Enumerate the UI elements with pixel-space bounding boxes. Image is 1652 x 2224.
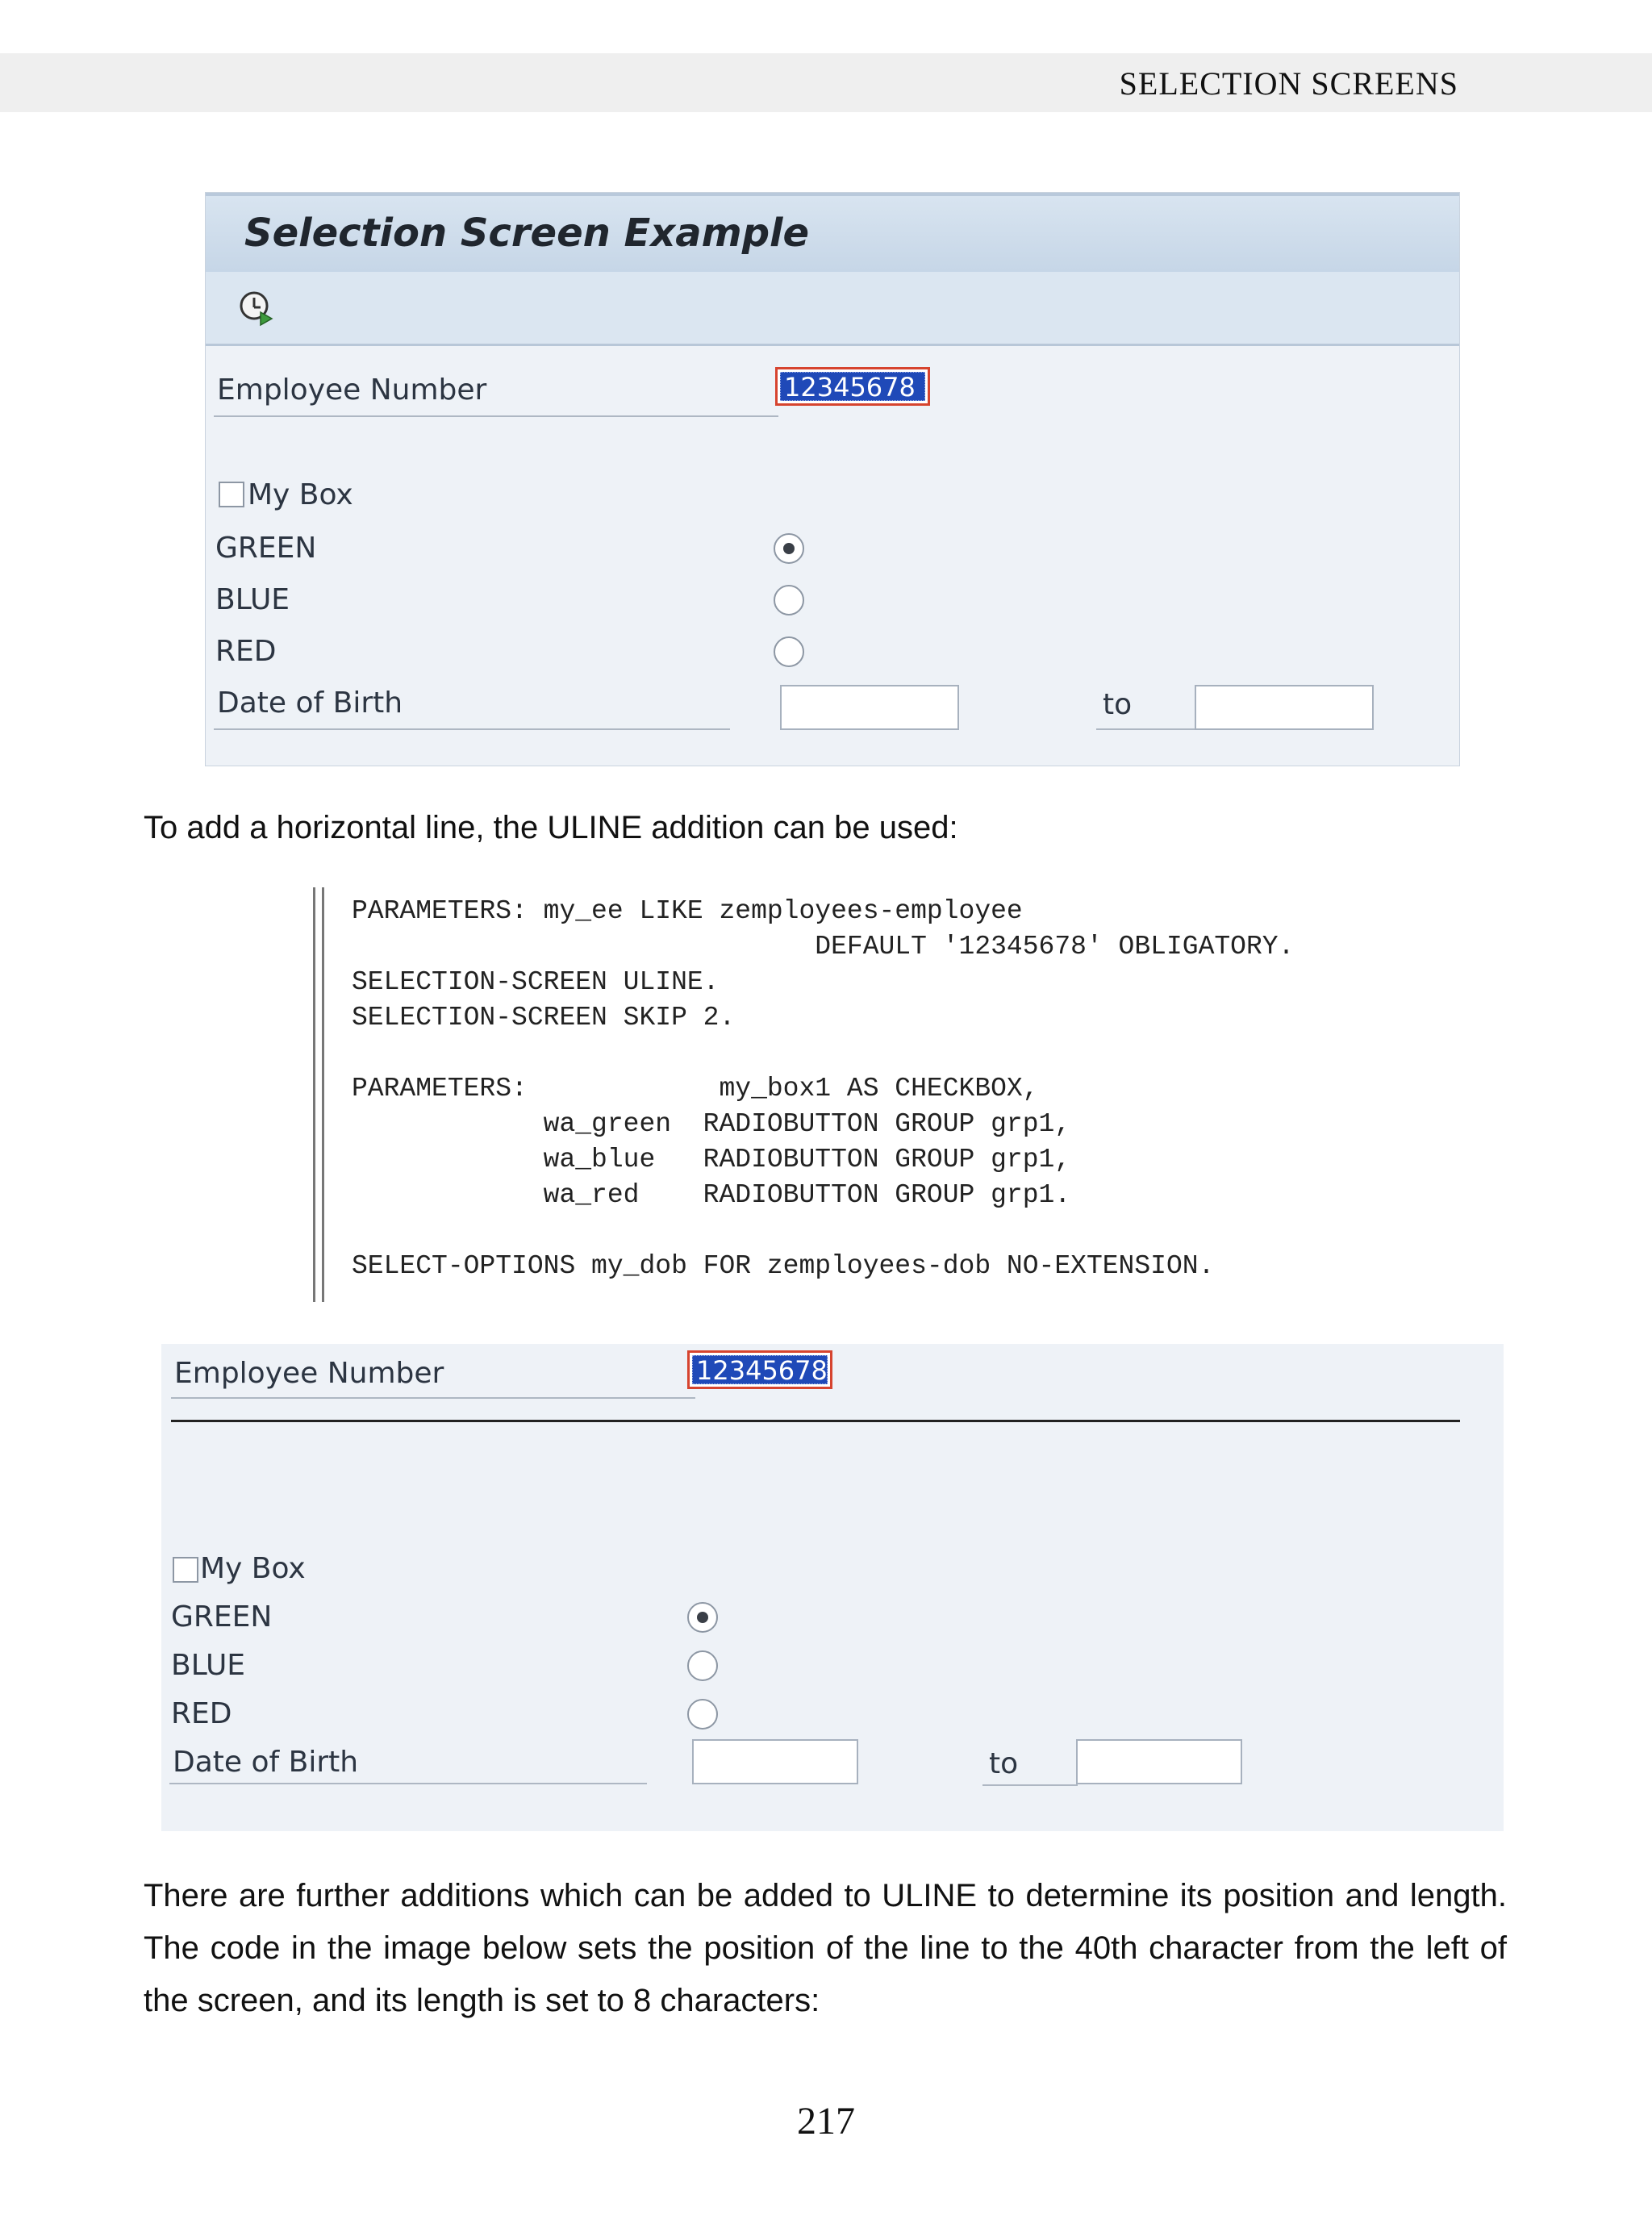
- my-box-label: My Box: [200, 1552, 306, 1585]
- code-margin-bar: [313, 887, 324, 1302]
- uline-horizontal-rule: [171, 1420, 1460, 1422]
- employee-number-label: Employee Number: [217, 373, 487, 407]
- date-of-birth-low-input[interactable]: [692, 1739, 858, 1784]
- label-underline: [169, 1783, 647, 1784]
- my-box-checkbox[interactable]: [173, 1557, 198, 1583]
- employee-number-input[interactable]: [775, 367, 930, 406]
- code-text: PARAMETERS: my_ee LIKE zemployees-employee DEFAULT '12345678' OBLIGATORY. SELECTION-SCREEN ULINE. SELECTION-SCREEN SKIP 2. PARAMETERS: my_box1 AS CHECKBOX, wa_green RADIOBUTTON GROUP grp1, wa_blue RADIOBUTTON GROUP grp1, wa_red RADIOBUTTON GROUP grp1. SELECT-OPTIONS my_dob FOR zemployees-dob NO-EXTENSION.: [352, 896, 1295, 1281]
- screen-title: Selection Screen Example: [244, 211, 810, 256]
- label-underline: [982, 1784, 1078, 1786]
- date-of-birth-label: Date of Birth: [217, 686, 403, 720]
- selection-screen-example: [205, 192, 1460, 766]
- radio-green-label: GREEN: [171, 1600, 273, 1634]
- radio-red-label: RED: [215, 635, 277, 668]
- radio-red[interactable]: [687, 1699, 718, 1730]
- radio-green[interactable]: [687, 1602, 718, 1633]
- label-underline: [1096, 728, 1196, 730]
- employee-number-label: Employee Number: [174, 1357, 444, 1390]
- my-box-checkbox[interactable]: [219, 482, 244, 507]
- employee-number-value: 12345678: [780, 372, 925, 401]
- radio-red-label: RED: [171, 1697, 232, 1730]
- radio-blue[interactable]: [774, 585, 804, 615]
- date-of-birth-high-input[interactable]: [1195, 685, 1374, 730]
- to-label: to: [989, 1747, 1019, 1780]
- employee-number-value: 12345678: [692, 1355, 828, 1384]
- label-underline: [171, 1397, 695, 1399]
- code-listing: [313, 887, 1362, 1302]
- label-underline: [214, 415, 778, 417]
- my-box-label: My Box: [248, 478, 353, 511]
- selection-screen-with-uline: [161, 1344, 1504, 1831]
- application-toolbar: [206, 272, 1459, 346]
- date-of-birth-label: Date of Birth: [173, 1746, 359, 1779]
- page-number: 217: [797, 2100, 855, 2143]
- label-underline: [214, 728, 730, 730]
- radio-red[interactable]: [774, 636, 804, 667]
- paragraph-intro-uline: To add a horizontal line, the ULINE addition can be used:: [144, 810, 958, 845]
- radio-green[interactable]: [774, 533, 804, 564]
- execute-icon[interactable]: [236, 288, 275, 327]
- employee-number-input[interactable]: [687, 1350, 832, 1389]
- date-of-birth-low-input[interactable]: [780, 685, 959, 730]
- to-label: to: [1103, 688, 1133, 721]
- date-of-birth-high-input[interactable]: [1076, 1739, 1242, 1784]
- radio-blue-label: BLUE: [171, 1649, 246, 1682]
- radio-blue-label: BLUE: [215, 583, 290, 616]
- paragraph-uline-additions: There are further additions which can be added to ULINE to determine its position and length. The code in the image below sets the position of the line to the 40th character from the left of the screen, and its length is set to 8 characters:: [144, 1878, 1507, 2018]
- running-header: SELECTION SCREENS: [1119, 65, 1458, 102]
- radio-blue[interactable]: [687, 1650, 718, 1681]
- radio-green-label: GREEN: [215, 532, 317, 565]
- screen-title-bar: [206, 193, 1459, 272]
